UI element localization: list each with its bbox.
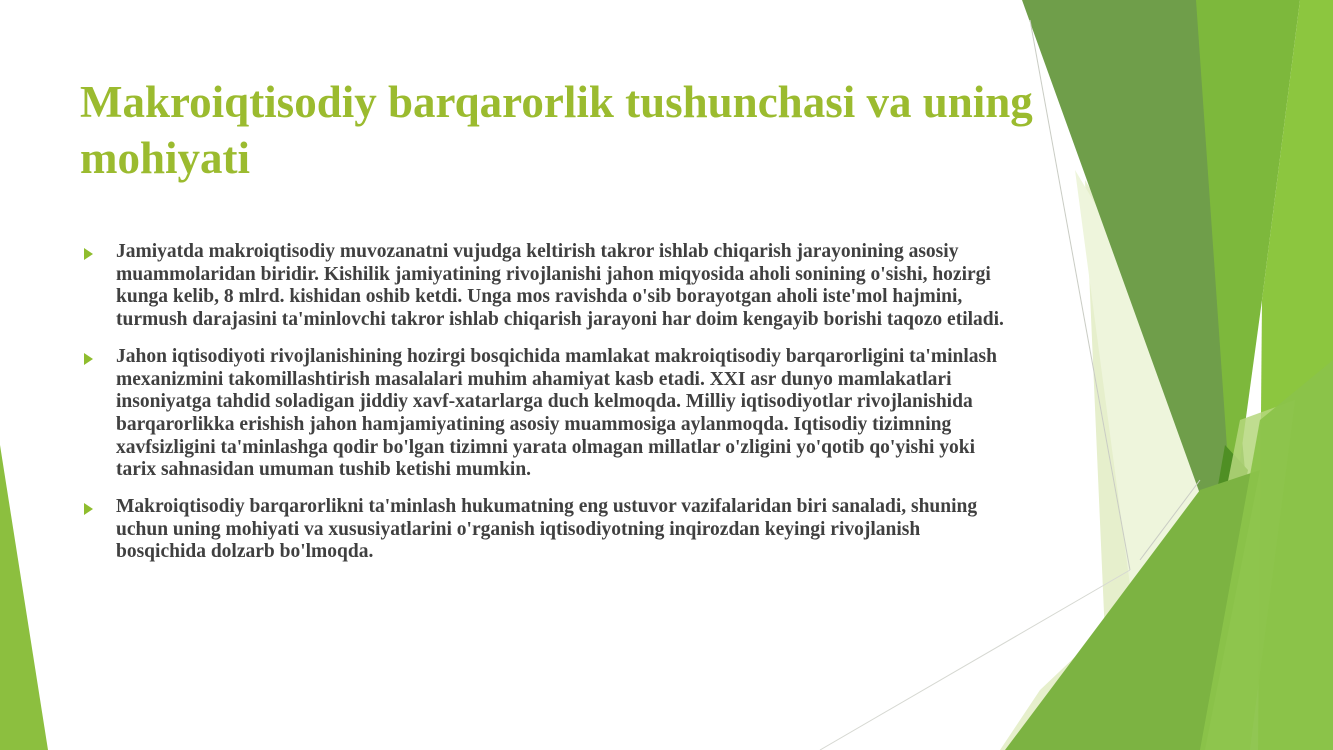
bullet-item [80,496,1010,564]
bullet-text: Jahon iqtisodiyoti rivojlanishining hozirgi bosqichida mamlakat makroiqtisodiy barqarorligini ta'minlash mexanizmini takomillashtirish masalalari muhim ahamiyat kasb etadi. XXI asr dunyo mamlakatlari insoniyatga tahdid soladigan jiddiy xavf-xatarlarga duch kelmoqda. Milliy iqtisodiyotlar rivojlanishida barqarorlikka erishish jahon hamjamiyatining asosiy muammosiga aylanmoqda. Iqtisodiy tizimning xavfsizligini ta'minlashga qodir bo'lgan tizimni yarata olmagan millatlar o'zligini yo'qotib qo'yishi yoki tarix sahnasidan umuman tushib ketishi mumkin. [116,345,997,481]
slide-title: Makroiqtisodiy barqarorlik tushunchasi va uning mohiyati [80,77,1033,183]
bullet-arrow-icon [84,248,93,260]
bullet-item [80,346,1010,482]
bullet-text: Makroiqtisodiy barqarorlikni ta'minlash hukumatning eng ustuvor vazifalaridan biri sanaladi, shuning uchun uning mohiyati va xususiyatlarini o'rganish iqtisodiyotning inqirozdan keyingi rivojlanish bosqichida dolzarb bo'lmoqda. [116,496,978,563]
left-green-shape [0,445,48,750]
bullet-list [80,241,1010,578]
bullet-arrow-icon [84,353,93,365]
bullet-arrow-icon [84,503,93,515]
bullet-item [80,241,1010,332]
bullet-text: Jamiyatda makroiqtisodiy muvozanatni vujudga keltirish takror ishlab chiqarish jarayonining asosiy muammolaridan biridir. Kishilik jamiyatining rivojlanishi jahon miqyosida aholi sonining o'sishi, hozirgi kunga kelib, 8 mlrd. kishidan oshib ketdi. Unga mos ravishda o'sib borayotgan aholi iste'mol hajmini, turmush darajasini ta'minlovchi takror ishlab chiqarish jarayoni har doim kengayib borishi taqozo etiladi. [116,241,1004,331]
